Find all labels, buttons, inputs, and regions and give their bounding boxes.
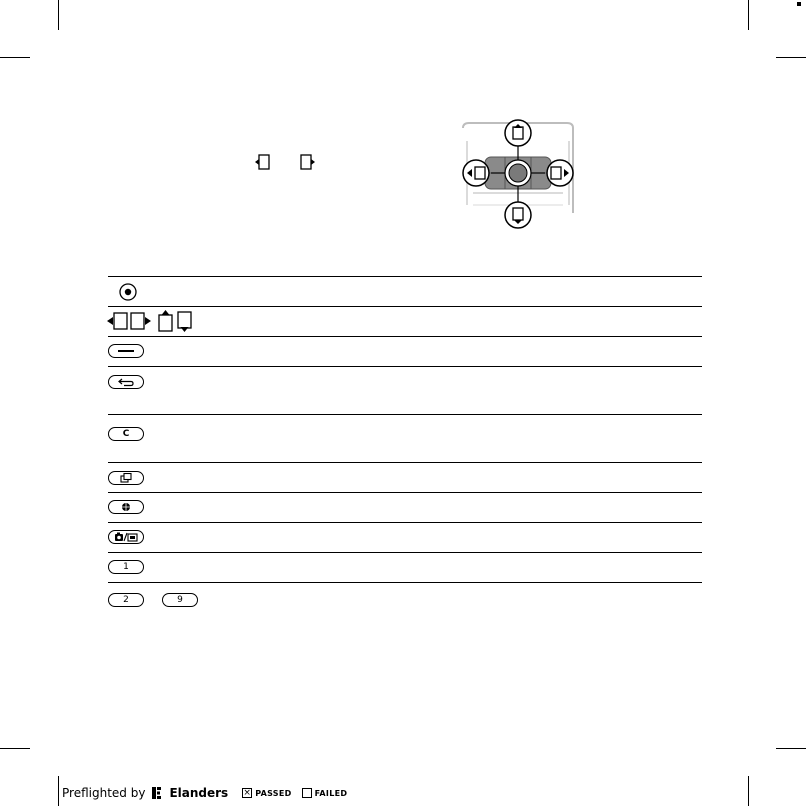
crop-mark-corner-dot <box>797 2 801 6</box>
crop-mark-top-left-h <box>0 57 30 58</box>
camera-video-key-icon <box>108 530 144 544</box>
camera-video-icon <box>114 532 138 542</box>
failed-label: FAILED <box>314 788 348 798</box>
number-key-1-label: 1 <box>123 561 129 572</box>
crop-mark-top-right-h <box>776 57 806 58</box>
back-key-icon <box>108 375 144 389</box>
table-rule-7 <box>108 522 702 523</box>
failed-checkbox <box>302 788 312 798</box>
table-rule-3 <box>108 366 702 367</box>
table-rule-8 <box>108 552 702 553</box>
table-rule-6 <box>108 492 702 493</box>
nav-right-icon <box>300 154 316 170</box>
nav-left-icon <box>254 154 270 170</box>
number-key-9-icon <box>162 593 198 607</box>
table-rule-4 <box>108 414 702 415</box>
table-rule-9 <box>108 582 702 583</box>
select-key-icon <box>118 282 138 302</box>
preflighted-text: Preflighted by <box>62 786 146 800</box>
clear-key-icon <box>108 427 144 441</box>
selection-key-icon <box>108 344 144 358</box>
crop-mark-bottom-left-v <box>58 776 59 806</box>
elanders-brand-text: Elanders <box>169 786 229 800</box>
clear-key-label: C <box>122 428 130 439</box>
table-rule-2 <box>108 336 702 337</box>
number-key-1-icon <box>108 560 144 574</box>
number-key-9-label: 9 <box>177 594 183 605</box>
crop-mark-top-left-v <box>58 0 59 30</box>
activity-menu-key-icon <box>108 471 144 485</box>
activity-menu-icon <box>119 473 133 483</box>
dash-icon <box>117 349 135 353</box>
passed-label: PASSED <box>255 788 292 798</box>
preflight-footer <box>62 784 347 802</box>
table-rule-1 <box>108 306 702 307</box>
table-rule-5 <box>108 462 702 463</box>
navigation-keys-icon <box>104 310 198 332</box>
back-arrow-icon <box>117 377 135 387</box>
elanders-logo-icon <box>151 786 165 800</box>
crop-mark-top-right-v <box>748 0 749 30</box>
table-rule-0 <box>108 276 702 277</box>
passed-checkbox: × <box>243 788 251 798</box>
globe-icon <box>121 502 131 512</box>
navigation-keypad-illustration <box>443 113 593 238</box>
number-key-2-label: 2 <box>123 594 129 605</box>
internet-key-icon <box>108 500 144 514</box>
crop-mark-bottom-left-h <box>0 748 30 749</box>
crop-mark-bottom-right-h <box>776 748 806 749</box>
crop-mark-bottom-right-v <box>748 776 749 806</box>
number-key-2-icon <box>108 593 144 607</box>
